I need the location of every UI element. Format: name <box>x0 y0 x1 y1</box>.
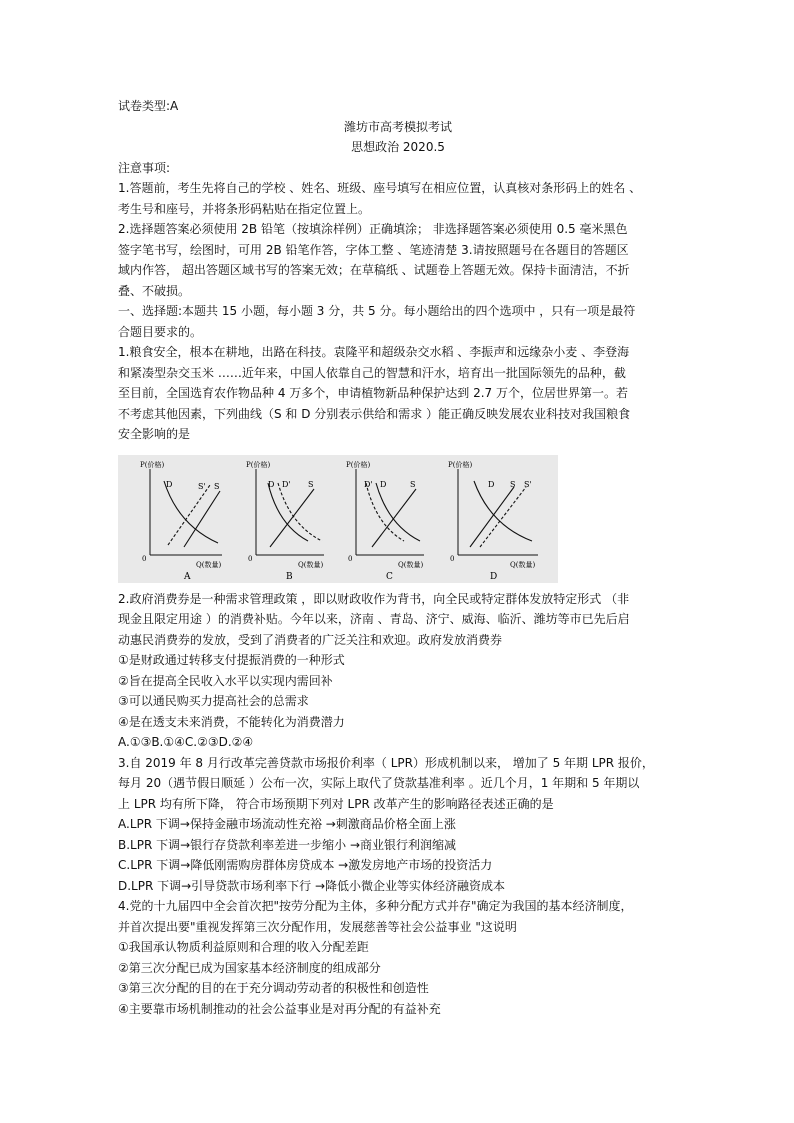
question-1 <box>118 342 678 583</box>
curve-label: S <box>214 481 220 491</box>
x-axis-label: Q(数量) <box>298 560 324 569</box>
notes-line: 叠、不破损。 <box>118 283 191 298</box>
question-line: 每月 20（遇节假日顺延 ）公布一次，实际上取代了贷款基准利率 。近几个月，1 年期和 5 年期以 <box>118 776 640 790</box>
x-axis-label: Q(数量) <box>398 560 424 569</box>
question-line: 不考虑其他因素，下列曲线（S 和 D 分别表示供给和需求 ）能正确反映发展农业科技对我国粮食 <box>118 406 631 421</box>
curve-label: D <box>488 479 495 489</box>
y-axis-label: P(价格) <box>346 460 371 469</box>
question-line: 2.政府消费券是一种需求管理政策 ，即以财政收作为背书，向全民或特定群体发放特定形式 （非 <box>118 591 630 606</box>
question-line: 现金且限定用途 ）的消费补贴。今年以来，济南 、青岛、济宁、威海、临沂、潍坊等市已先后启 <box>118 612 630 626</box>
answer-choices: A.①③B.①④C.②③D.②④ <box>118 735 254 749</box>
notes-line: 签字笔书写，绘图时，可用 2B 铅笔作答，字体工整 、笔迹清楚 3.请按照题号在各题目的答题区 <box>118 242 629 257</box>
origin-label: 0 <box>248 554 253 563</box>
curve-label: S <box>410 479 416 489</box>
option-line: D.LPR 下调→引导贷款市场利率下行 →降低小微企业等实体经济融资成本 <box>118 878 506 893</box>
question-line: 并首次提出要"重视发挥第三次分配作用，发展慈善等社会公益事业 "这说明 <box>118 919 517 934</box>
question-line: 安全影响的是 <box>118 427 191 441</box>
curve-label: D <box>268 479 275 489</box>
question-3 <box>118 753 678 897</box>
notes-line: 考生号和座号，并将条形码粘贴在指定位置上。 <box>118 201 371 216</box>
y-axis-label: P(价格) <box>140 460 165 469</box>
option-line: ④主要靠市场机制推动的社会公益事业是对再分配的有益补充 <box>118 1001 441 1016</box>
notes-line: 2.选择题答案必须使用 2B 铅笔（按填涂样例）正确填涂； 非选择题答案必须使用 0.5 毫米黑色 <box>118 222 628 236</box>
question-4 <box>118 896 678 1019</box>
curve-label: D <box>166 479 173 489</box>
curve-label: S' <box>524 479 532 489</box>
supply-demand-svg <box>118 455 558 583</box>
curve-label: S <box>308 479 314 489</box>
panel-letter: B <box>286 571 293 582</box>
notes-line: 域内作答， 超出答题区域书写的答案无效；在草稿纸 、试题卷上答题无效。保持卡面清洁，不折 <box>118 263 630 277</box>
panel-letter: D <box>490 571 498 582</box>
option-line: C.LPR 下调→降低刚需购房群体房贷成本 →激发房地产市场的投资活力 <box>118 858 493 872</box>
curve-label: S' <box>198 481 206 491</box>
question-line: 3.自 2019 年 8 月行改革完善贷款市场报价利率（ LPR）形成机制以来， 增加了 5 年期 LPR 报价， <box>118 755 654 770</box>
option-line: ④是在透支未来消费，不能转化为消费潜力 <box>118 714 345 729</box>
question-line: 4.党的十九届四中全会首次把"按劳分配为主体，多种分配方式并存"确定为我国的基本经济制度， <box>118 899 633 913</box>
option-line: ①是财政通过转移支付提振消费的一种形式 <box>118 653 345 667</box>
curve-label: D' <box>282 479 291 489</box>
section-line: 合题目要求的。 <box>118 324 203 339</box>
exam-title: 潍坊市高考模拟考试 <box>343 119 452 134</box>
question-line: 1.粮食安全，根本在耕地，出路在科技。袁隆平和超级杂交水稻 、李振声和远缘杂小麦 、李登海 <box>118 345 630 359</box>
option-line: B.LPR 下调→银行存贷款利率差进一步缩小 →商业银行利润缩减 <box>118 837 457 852</box>
origin-label: 0 <box>348 554 353 563</box>
option-line: ①我国承认物质利益原则和合理的收入分配差距 <box>118 940 369 954</box>
notes-heading: 注意事项: <box>118 160 171 175</box>
question-line: 和紧凑型杂交玉米 ……近年来，中国人依靠自己的智慧和汗水，培育出一批国际领先的品种，截 <box>118 365 626 380</box>
y-axis-label: P(价格) <box>448 460 473 469</box>
panel-letter: C <box>386 571 393 582</box>
section-line: 一、选择题:本题共 15 小题，每小题 3 分，共 5 分。每小题给出的四个选项中 ，只有一项是最符 <box>118 304 636 318</box>
paper-type: 试卷类型:A <box>118 99 179 113</box>
curve-label: S <box>510 479 516 489</box>
origin-label: 0 <box>450 554 455 563</box>
curve-label: D' <box>364 479 373 489</box>
y-axis-label: P(价格) <box>246 460 271 469</box>
x-axis-label: Q(数量) <box>196 560 222 569</box>
origin-label: 0 <box>142 554 147 563</box>
figure-background <box>118 455 558 583</box>
question-line: 上 LPR 均有所下降， 符合市场预期下列对 LPR 改革产生的影响路径表述正确的是 <box>118 796 554 811</box>
x-axis-label: Q(数量) <box>510 560 536 569</box>
curve-label: D <box>380 479 387 489</box>
option-line: A.LPR 下调→保持金融市场流动性充裕 →刺激商品价格全面上涨 <box>118 817 456 831</box>
question-2 <box>118 589 678 753</box>
panel-letter: A <box>184 571 191 582</box>
exam-page <box>118 96 678 1019</box>
option-line: ②旨在提高全民收入水平以实现内需回补 <box>118 673 333 688</box>
exam-subtitle: 思想政治 2020.5 <box>351 140 445 154</box>
notes-line: 1.答题前，考生先将自己的学校 、姓名、班级、座号填写在相应位置，认真核对条形码上的姓名 、 <box>118 181 642 195</box>
question-line: 至目前，全国选育农作物品种 4 万多个，申请植物新品种保护达到 2.7 万个，位居世界第一。若 <box>118 386 628 400</box>
question-line: 动惠民消费券的发放，受到了消费者的广泛关注和欢迎。政府发放消费券 <box>118 632 503 647</box>
section-one-instructions <box>118 301 678 342</box>
supply-demand-figures <box>118 455 678 583</box>
notes-block <box>118 178 678 301</box>
option-line: ③可以通民购买力提高社会的总需求 <box>118 694 309 708</box>
option-line: ③第三次分配的目的在于充分调动劳动者的积极性和创造性 <box>118 981 429 995</box>
option-line: ②第三次分配已成为国家基本经济制度的组成部分 <box>118 960 381 975</box>
